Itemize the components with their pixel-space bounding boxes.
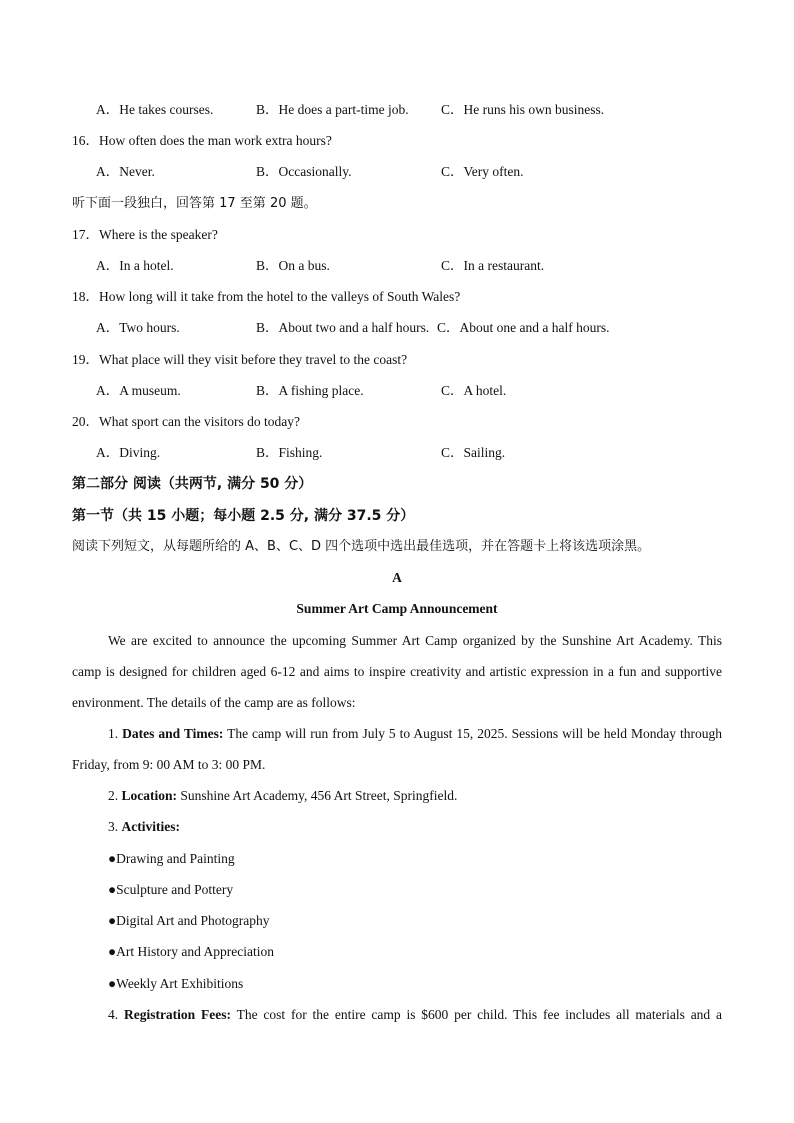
q20-option-b: B．Fishing. [256, 445, 323, 460]
q15-option-b: B．He does a part-time job. [256, 102, 409, 117]
item1-text: The camp will run from July 5 to August 15, 2025. Sessions will be held Monday through Friday, from 9: 00 AM to 3: 00 PM. [72, 726, 722, 772]
item-registration-fees [72, 999, 722, 1030]
q18-option-c: C．About one and a half hours. [437, 320, 610, 335]
item1-label: Dates and Times: [122, 726, 224, 741]
item3-label: Activities: [121, 819, 180, 834]
q17-option-b: B．On a bus. [256, 258, 330, 273]
reading-instruction: 阅读下列短文，从每题所给的 A、B、C、D 四个选项中选出最佳选项，并在答题卡上将该选项涂黑。 [72, 539, 651, 554]
q17-option-a: A．In a hotel. [96, 258, 174, 273]
q20-option-a: A．Diving. [96, 445, 161, 460]
item2-label: Location: [121, 788, 177, 803]
item-activities [72, 811, 722, 842]
activity-item: ●Sculpture and Pottery [108, 882, 234, 897]
q18-option-b: B．About two and a half hours. [256, 320, 430, 335]
q20-option-c: C．Sailing. [441, 445, 506, 460]
item4-number: 4. [108, 1007, 124, 1022]
q19-option-b: B．A fishing place. [256, 383, 364, 398]
q15-option-a: A．He takes courses. [96, 102, 214, 117]
activity-item: ●Weekly Art Exhibitions [108, 976, 244, 991]
item1-number: 1. [108, 726, 123, 741]
q19-option-c: C．A hotel. [441, 383, 507, 398]
q19-option-a: A．A museum. [96, 383, 181, 398]
item4-text: The cost for the entire camp is $600 per child. This fee includes all materials and a [231, 1007, 723, 1022]
q19-question: 19．What place will they visit before they travel to the coast? [72, 352, 408, 367]
q16-option-c: C．Very often. [441, 164, 524, 179]
part2-heading: 第二部分 阅读（共两节, 满分 50 分） [72, 476, 313, 492]
q18-option-a: A．Two hours. [96, 320, 180, 335]
passage-intro: We are excited to announce the upcoming Summer Art Camp organized by the Sunshine Art Academy. This camp is designed for children aged 6-12 and aims to inspire creativity and artistic expression in a fun and supportive environment. The details of the camp are as follows: [72, 633, 722, 710]
section1-heading: 第一节（共 15 小题；每小题 2.5 分, 满分 37.5 分） [72, 508, 415, 524]
item-dates-and-times [72, 718, 722, 780]
q17-question: 17．Where is the speaker? [72, 227, 218, 242]
item-location [72, 780, 722, 811]
activity-item: ●Art History and Appreciation [108, 944, 274, 959]
q20-question: 20．What sport can the visitors do today? [72, 414, 300, 429]
item3-number: 3. [108, 819, 122, 834]
monologue-instruction: 听下面一段独白，回答第 17 至第 20 题。 [72, 196, 317, 211]
item2-text: Sunshine Art Academy, 456 Art Street, Springfield. [177, 788, 458, 803]
activity-item: ●Drawing and Painting [108, 851, 235, 866]
passage-letter: A [392, 570, 402, 585]
activity-item: ●Digital Art and Photography [108, 913, 270, 928]
q16-question: 16．How often does the man work extra hours? [72, 133, 332, 148]
q18-question: 18．How long will it take from the hotel to the valleys of South Wales? [72, 289, 461, 304]
q17-option-c: C．In a restaurant. [441, 258, 545, 273]
q15-option-c: C．He runs his own business. [441, 102, 605, 117]
item4-label: Registration Fees: [123, 1007, 231, 1022]
q16-option-a: A．Never. [96, 164, 155, 179]
passage-title: Summer Art Camp Announcement [296, 601, 498, 616]
q16-option-b: B．Occasionally. [256, 164, 352, 179]
item2-number: 2. [108, 788, 122, 803]
